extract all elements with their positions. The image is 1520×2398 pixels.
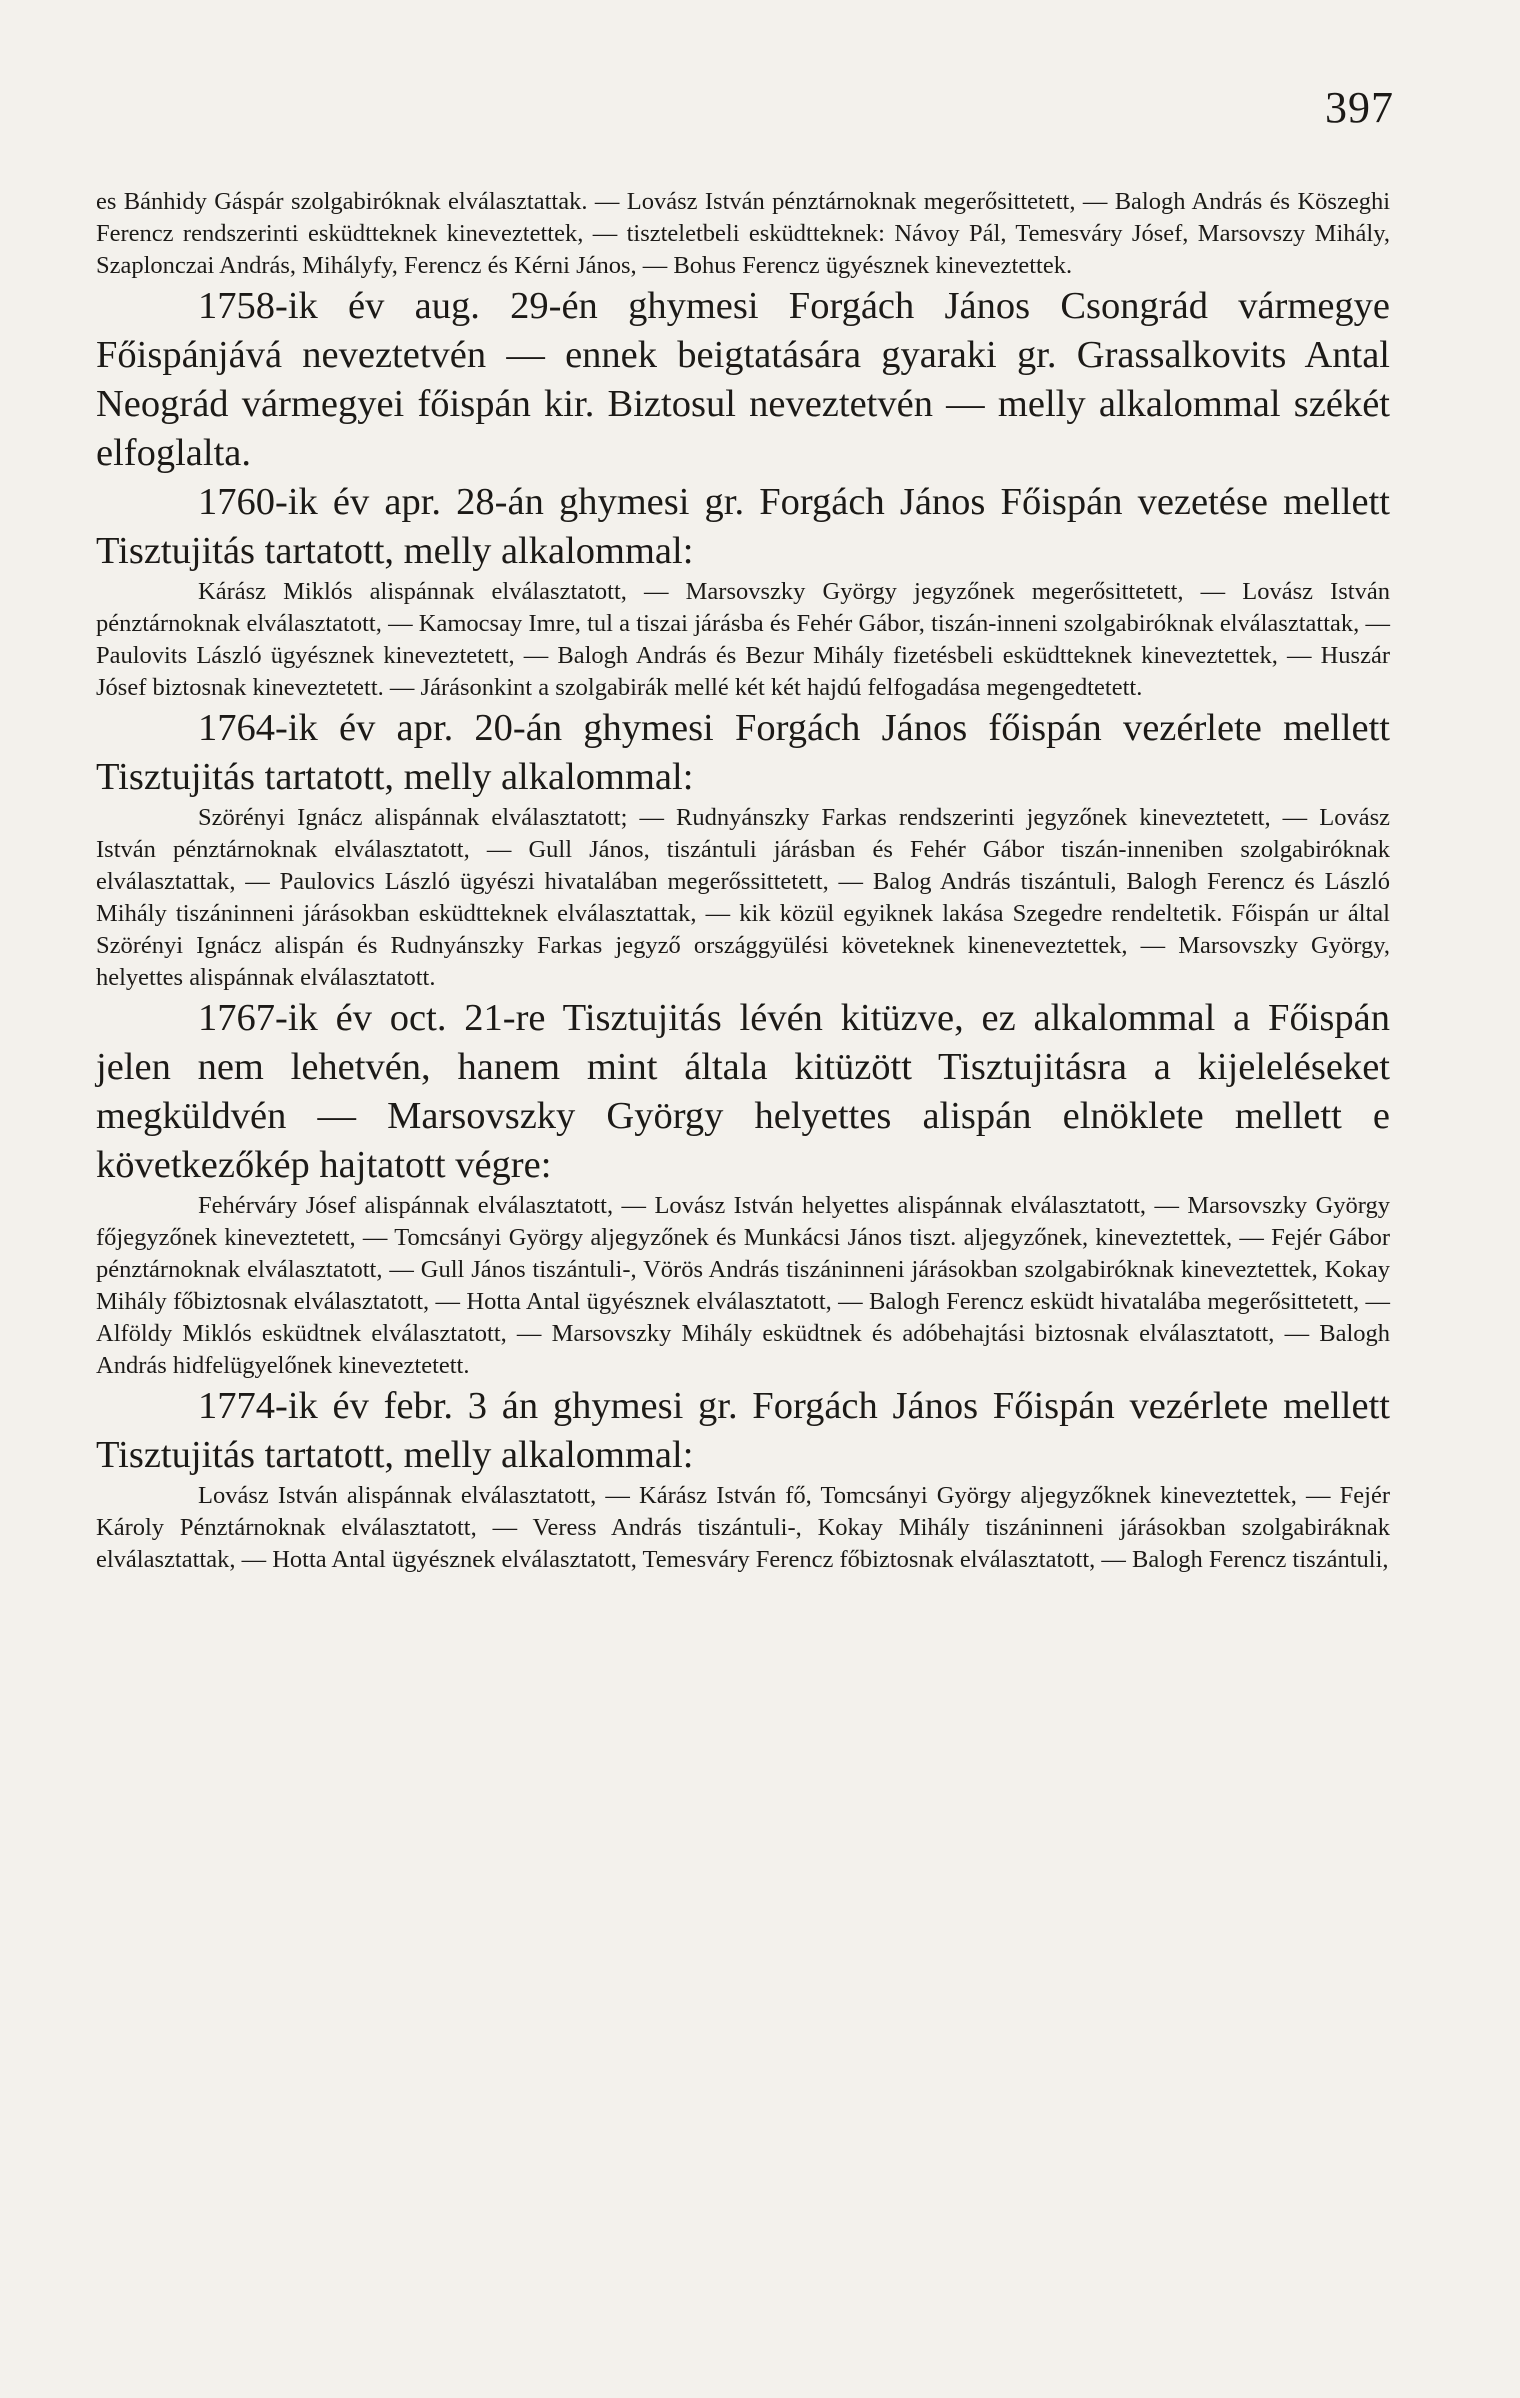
paragraph-7: 1767-ik év oct. 21-re Tisztujitás lévén kitüzve, ez alkalommal a Főispán jelen nem lehetvén, hanem mint általa kitüzött Tisztujitásra a kijeleléseket megküldvén — Marsovszky György helyettes alispán elnöklete mellett e következőkép hajtatott végre:	[96, 997, 1390, 1186]
paragraph-10: Lovász István alispánnak elválasztatott, — Kárász István fő, Tomcsányi György aljegyzőknek kineveztettek, — Fejér Károly Pénztárnoknak elválasztatott, — Veress András tiszántuli-, Kokay Mihály tiszáninneni járásokban szolgabiráknak elválasztattak, — Hotta Antal ügyésznek elválasztatott, Temesváry Ferencz főbiztosnak elválasztatott, — Balogh Ferencz tiszántuli,	[96, 1482, 1390, 1573]
paragraph-4: Kárász Miklós alispánnak elválasztatott, — Marsovszky György jegyzőnek megerősittetett, — Lovász István pénztárnoknak elválasztatott, — Kamocsay Imre, tul a tiszai járásba és Fehér Gábor, tiszán-inneni szolgabiróknak elválasztattak, — Paulovits László ügyésznek kineveztetett, — Balogh András és Bezur Mihály fizetésbeli esküdtteknek kineveztettek, — Huszár Jósef biztosnak kineveztetett. — Járásonkint a szolgabirák mellé két két hajdú felfogadása megengedtetett.	[96, 578, 1390, 701]
paragraph-9: 1774-ik év febr. 3 án ghymesi gr. Forgách János Főispán vezérlete mellett Tisztujitás tartatott, melly alkalommal:	[96, 1385, 1390, 1476]
paragraph-5: 1764-ik év apr. 20-án ghymesi Forgách János főispán vezérlete mellett Tisztujitás tartatott, melly alkalommal:	[96, 707, 1390, 798]
body-text	[96, 186, 1390, 1576]
page-number: 397	[1325, 83, 1394, 132]
paragraph-3: 1760-ik év apr. 28-án ghymesi gr. Forgách János Főispán vezetése mellett Tisztujitás tartatott, melly alkalommal:	[96, 481, 1390, 572]
paragraph-6: Szörényi Ignácz alispánnak elválasztatott; — Rudnyánszky Farkas rendszerinti jegyzőnek kineveztetett, — Lovász István pénztárnoknak elválasztatott, — Gull János, tiszántuli járásban és Fehér Gábor tiszán-inneniben szolgabiróknak elválasztattak, — Paulovics László ügyészi hivatalában megerőssittetett, — Balog András tiszántuli, Balogh Ferencz és László Mihály tiszáninneni járásokban esküdtteknek elválasztattak, — kik közül egyiknek lakása Szegedre rendeltetik. Főispán ur által Szörényi Ignácz alispán és Rudnyánszky Farkas jegyző országgyülési követeknek kineneveztettek, — Marsovszky György, helyettes alispánnak elválasztatott.	[96, 804, 1390, 991]
paragraph-2: 1758-ik év aug. 29-én ghymesi Forgách János Csongrád vármegye Főispánjává neveztetvén — ennek beigtatására gyaraki gr. Grassalkovits Antal Neográd vármegyei főispán kir. Biztosul neveztetvén — melly alkalommal székét elfoglalta.	[96, 285, 1390, 474]
paragraph-8: Fehérváry Jósef alispánnak elválasztatott, — Lovász István helyettes alispánnak elválasztatott, — Marsovszky György főjegyzőnek kineveztetett, — Tomcsányi György aljegyzőnek és Munkácsi János tiszt. aljegyzőnek, kineveztettek, — Fejér Gábor pénztárnoknak elválasztatott, — Gull János tiszántuli-, Vörös András tiszáninneni járásokban szolgabiróknak kineveztettek, Kokay Mihály főbiztosnak elválasztatott, — Hotta Antal ügyésznek elválasztatott, — Balogh Ferencz esküdt hivatalába megerősittetett, — Alföldy Miklós esküdtnek elválasztatott, — Marsovszky Mihály esküdtnek és adóbehajtási biztosnak elválasztatott, — Balogh András hidfelügyelőnek kineveztetett.	[96, 1192, 1390, 1379]
paragraph-1: es Bánhidy Gáspár szolgabiróknak elválasztattak. — Lovász István pénztárnoknak megerősittetett, — Balogh András és Köszeghi Ferencz rendszerinti esküdtteknek kineveztettek, — tiszteletbeli esküdtteknek: Návoy Pál, Temesváry Jósef, Marsovszy Mihály, Szaplonczai András, Mihályfy, Ferencz és Kérni János, — Bohus Ferencz ügyésznek kineveztettek.	[96, 188, 1390, 279]
